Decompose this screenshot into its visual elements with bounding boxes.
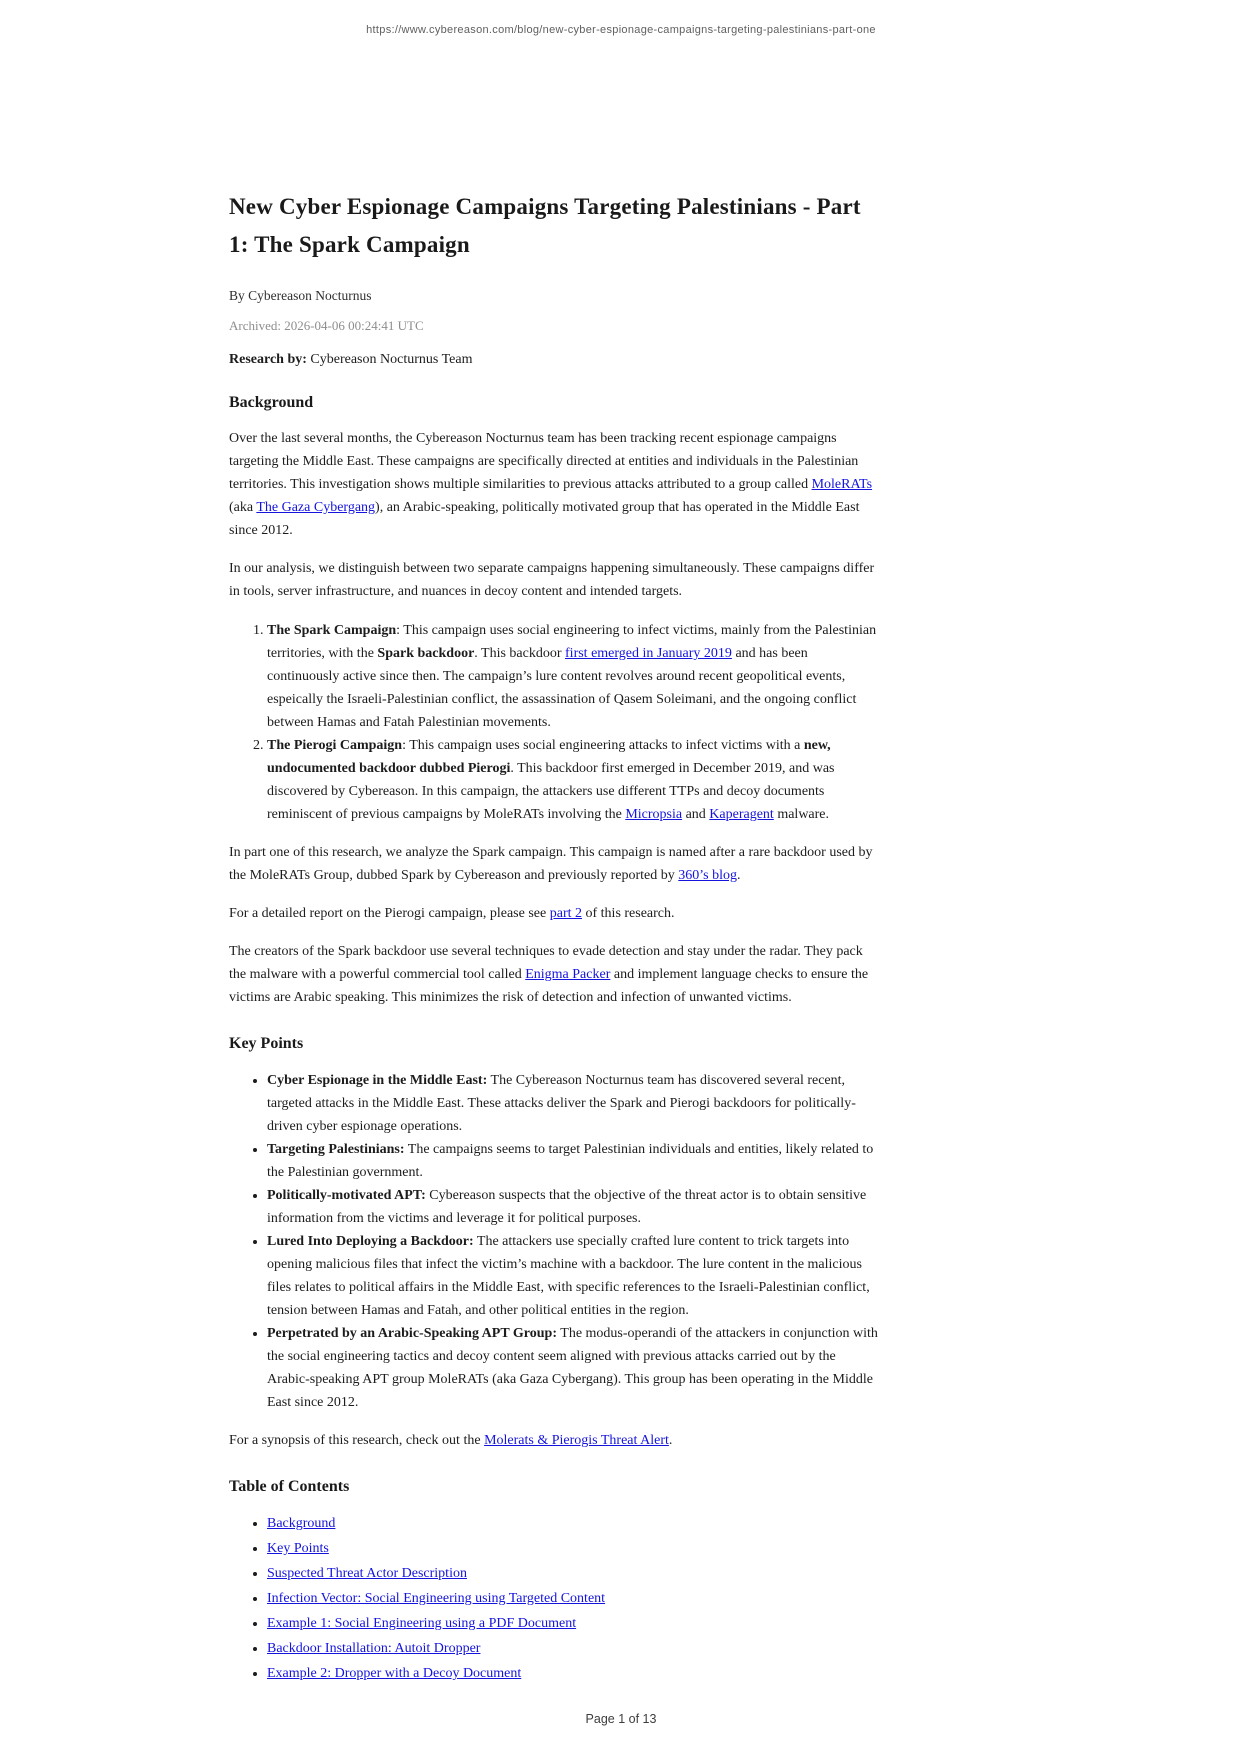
text-run: Over the last several months, the Cybereason Nocturnus team has been tracking recent espionage campaigns targeting the Middle East. These campaigns are specifically directed at entities and individuals in the Palestinian territories. This investigation shows multiple similarities to previous attacks attributed to a group called (229, 431, 859, 492)
inline-link[interactable]: Molerats & Pierogis Threat Alert (484, 1433, 669, 1448)
text-run: malware. (773, 807, 830, 822)
list-item (267, 1562, 879, 1585)
list-item (267, 1512, 879, 1535)
text-run: For a synopsis of this research, check out the (229, 1433, 485, 1448)
list-item (267, 1587, 879, 1610)
section-heading: Background (229, 394, 314, 411)
article (229, 188, 879, 1685)
inline-link[interactable]: Enigma Packer (525, 967, 611, 982)
page-title: New Cyber Espionage Campaigns Targeting Palestinians - Part 1: The Spark Campaign (229, 194, 861, 257)
inline-link[interactable]: 360’s blog (678, 868, 738, 883)
byline: By Cybereason Nocturnus (229, 288, 372, 303)
paragraph (229, 841, 879, 887)
research-by-value: Cybereason Nocturnus Team (306, 352, 473, 367)
bold-text: Cyber Espionage in the Middle East: (267, 1073, 488, 1088)
inline-link[interactable]: Example 2: Dropper with a Decoy Document (267, 1666, 522, 1681)
numbered-list (229, 619, 879, 826)
paragraph (229, 427, 879, 542)
text-run: and (682, 807, 710, 822)
text-run: In part one of this research, we analyze the Spark campaign. This campaign is named after a rare backdoor used by the MoleRATs Group, dubbed Spark by Cybereason and previously reported by (229, 845, 873, 883)
text-run: : This campaign uses social engineering to infect victims, mainly from the Palestinian territories, with the (267, 623, 877, 661)
paragraph (229, 1429, 879, 1452)
bullet-list (229, 1512, 879, 1685)
bold-text: new, undocumented backdoor dubbed Pierogi (267, 738, 831, 776)
bullet-list (229, 1069, 879, 1414)
research-by-line (229, 352, 879, 368)
inline-link[interactable]: Infection Vector: Social Engineering using Targeted Content (267, 1591, 606, 1606)
research-by-label: Research by: (229, 352, 307, 367)
inline-link[interactable]: first emerged in January 2019 (565, 646, 732, 661)
bold-text: Politically-motivated APT: (267, 1188, 426, 1203)
text-run: (aka (229, 500, 257, 515)
bold-text: The Spark Campaign (267, 623, 397, 638)
bold-text: Targeting Palestinians: (267, 1142, 405, 1157)
text-run: : This campaign uses social engineering attacks to infect victims with a (402, 738, 804, 753)
list-item (267, 1184, 879, 1230)
section-heading: Key Points (229, 1035, 304, 1052)
list-item (267, 1069, 879, 1138)
inline-link[interactable]: The Gaza Cybergang (256, 500, 376, 515)
archive-source-url: https://www.cybereason.com/blog/new-cyber-espionage-campaigns-targeting-palestinians-part-one (366, 24, 876, 36)
inline-link[interactable]: Key Points (267, 1541, 329, 1556)
inline-link[interactable]: Suspected Threat Actor Description (267, 1566, 467, 1581)
list-item (267, 1662, 879, 1685)
page-number-indicator: Page 1 of 13 (585, 1712, 657, 1726)
text-run: The creators of the Spark backdoor use several techniques to evade detection and stay under the radar. They pack the malware with a powerful commercial tool called (229, 944, 863, 982)
list-item (267, 1612, 879, 1635)
article-body (229, 394, 879, 1685)
text-run: In our analysis, we distinguish between two separate campaigns happening simultaneously. These campaigns differ in tools, server infrastructure, and nuances in decoy content and intended targets. (229, 561, 875, 599)
text-run: For a detailed report on the Pierogi campaign, please see (229, 906, 550, 921)
text-run: ), an Arabic-speaking, politically motivated group that has operated in the Middle East since 2012. (229, 500, 860, 538)
paragraph (229, 940, 879, 1009)
inline-link[interactable]: Kaperagent (709, 807, 774, 822)
archived-timestamp: Archived: 2026-04-06 00:24:41 UTC (229, 318, 424, 333)
text-run: and implement language checks to ensure the victims are Arabic speaking. This minimizes the risk of detection and infection of unwanted victims. (229, 967, 869, 1005)
text-run: The attackers use specially crafted lure content to trick targets into opening malicious files that infect the victim’s machine with a backdoor. The lure content in the malicious files relates to political affairs in the Middle East, with specific references to the Israeli-Palestinian conflict, tension between Hamas and Fatah, and other political entities in the region. (267, 1234, 870, 1318)
list-item (267, 1537, 879, 1560)
text-run: . This backdoor first emerged in December 2019, and was discovered by Cybereason. In this campaign, the attackers use different TTPs and decoy documents reminiscent of previous campaigns by MoleRATs involving the (267, 761, 835, 822)
list-item (267, 1138, 879, 1184)
text-run: . This backdoor (474, 646, 566, 661)
bold-text: Perpetrated by an Arabic-Speaking APT Group: (267, 1326, 558, 1341)
list-item (267, 1322, 879, 1414)
text-run: . (668, 1433, 673, 1448)
list-item (267, 1637, 879, 1660)
text-run: . (737, 868, 741, 883)
text-run: The modus-operandi of the attackers in conjunction with the social engineering tactics and decoy content seem aligned with previous attacks carried out by the Arabic-speaking APT group MoleRATs (aka Gaza Cybergang). This group has been operating in the Middle East since 2012. (267, 1326, 878, 1410)
inline-link[interactable]: Micropsia (625, 807, 683, 822)
bold-text: Spark backdoor (377, 646, 475, 661)
paragraph (229, 902, 879, 925)
text-run: The Cybereason Nocturnus team has discovered several recent, targeted attacks in the Middle East. These attacks deliver the Spark and Pierogi backdoors for politically-driven cyber espionage operations. (267, 1073, 856, 1134)
inline-link[interactable]: Backdoor Installation: Autoit Dropper (267, 1641, 481, 1656)
paragraph (229, 557, 879, 603)
list-item (267, 734, 879, 826)
inline-link[interactable]: Background (267, 1516, 336, 1531)
bold-text: The Pierogi Campaign (267, 738, 403, 753)
bold-text: Lured Into Deploying a Backdoor: (267, 1234, 474, 1249)
list-item (267, 619, 879, 734)
text-run: of this research. (582, 906, 675, 921)
inline-link[interactable]: Example 1: Social Engineering using a PDF Document (267, 1616, 577, 1631)
text-run: and has been continuously active since then. The campaign’s lure content revolves around recent geopolitical events, espeically the Israeli-Palestinian conflict, the assassination of Qasem Soleimani, and the ongoing conflict between Hamas and Fatah Palestinian movements. (267, 646, 857, 730)
text-run: Cybereason suspects that the objective of the threat actor is to obtain sensitive information from the victims and leverage it for political purposes. (267, 1188, 867, 1226)
inline-link[interactable]: part 2 (549, 906, 582, 921)
section-heading: Table of Contents (229, 1478, 350, 1495)
inline-link[interactable]: MoleRATs (811, 477, 873, 492)
list-item (267, 1230, 879, 1322)
text-run: The campaigns seems to target Palestinian individuals and entities, likely related to the Palestinian government. (267, 1142, 874, 1180)
